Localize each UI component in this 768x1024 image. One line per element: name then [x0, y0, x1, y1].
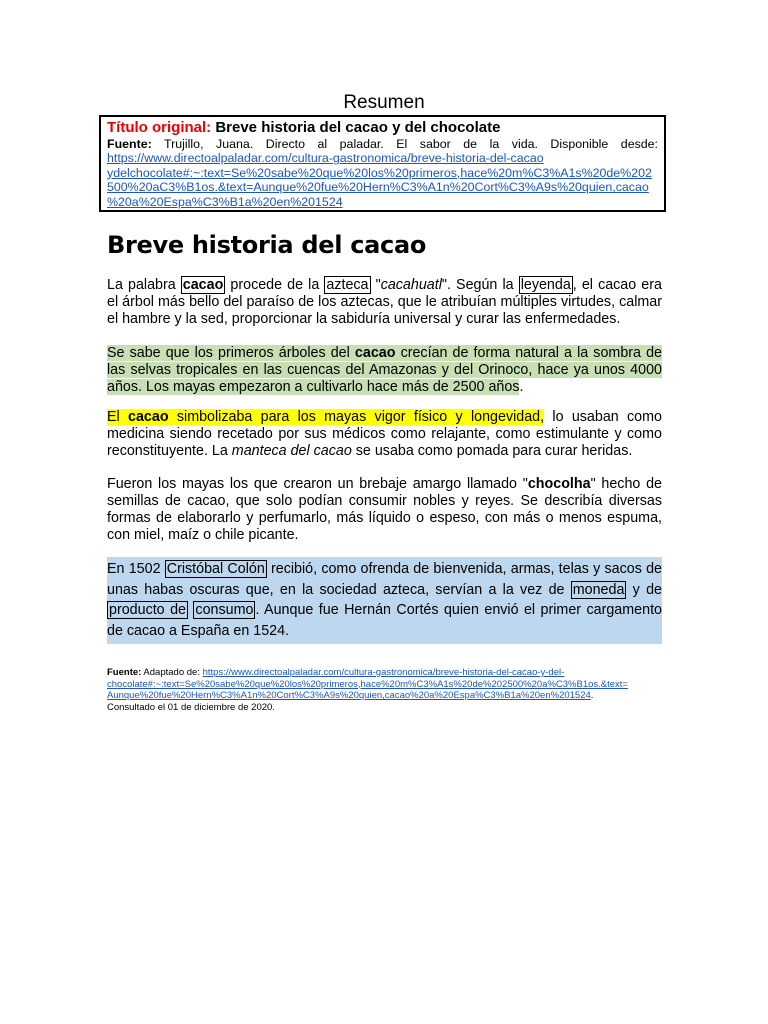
keyword-producto-de: producto de [109, 602, 186, 618]
term-cacahuatl: cacahuatl [380, 277, 442, 293]
paragraph-3 [107, 409, 662, 460]
p1-text-5: , el cacao era el árbol más bello del paraíso de los aztecas, que le atribuían múltiples virtudes, calmar el hambre y la sed, proporcionar la sabiduría universal y curar las enfermedades. [107, 277, 662, 327]
keyword-moneda: moneda [572, 581, 625, 598]
source-citation [107, 137, 658, 151]
footer-link-line-2[interactable]: chocolate#:~:text=Se%20sabe%20que%20los%20primeros,hace%20m%C3%A1s%20de%202500%20a%C3%B1os.&text= [107, 678, 628, 690]
footer-link-line-3[interactable]: Aunque%20fue%20Hern%C3%A1n%20Cort%C3%A9s%20quien,cacao%20a%20Espa%C3%B1a%20en%201524 [107, 690, 591, 701]
footer-link-line-1[interactable]: https://www.directoalpaladar.com/cultura-gastronomica/breve-historia-del-cacao-y-del- [202, 667, 565, 678]
p4-text-1: Fueron los mayas los que crearon un brebaje amargo llamado " [107, 476, 528, 492]
p1-text-3: " [370, 277, 381, 293]
p5-text-2: recibió, como ofrenda de bienvenida, armas, telas y sacos de unas habas oscuras que, en la sociedad azteca, servían a la vez de [107, 561, 662, 598]
p3-text-1: lo usaban como medicina siendo recetado por sus médicos como relajante, como estimulante y como reconstituyente. La [107, 409, 662, 459]
source-box [99, 115, 666, 212]
p5-text-3: y de [626, 581, 663, 598]
keyword-azteca: azteca [326, 277, 369, 293]
keyword-cacao: cacao [182, 277, 224, 293]
source-link-line-3[interactable]: 500%20aC3%B1os.&text=Aunque%20fue%20Hern%C3%A1n%20Cort%C3%A9s%20quien,cacao [107, 180, 649, 195]
original-title-label: Título original: [107, 119, 212, 136]
source-link-line-4[interactable]: %20a%20Espa%C3%B1a%20en%201524 [107, 194, 343, 209]
footer-url-end: . [590, 690, 594, 701]
p1-text-1: La palabra [107, 277, 181, 293]
original-title-text: Breve historia del cacao y del chocolate [215, 119, 501, 136]
paragraph-2 [107, 345, 662, 396]
p2-highlight-2: crecían de forma natural a la sombra de las selvas tropicales en las cuencas del Amazonas y del Orinoco, hace ya unos 4000 años. Los mayas empezaron a cultivarlo hace más de 2500 años [107, 345, 662, 395]
footer-source-label: Fuente: [107, 667, 142, 678]
source-link-line-1[interactable]: https://www.directoalpaladar.com/cultura-gastronomica/breve-historia-del-cacao [107, 151, 544, 166]
term-manteca-del-cacao: manteca del cacao [231, 443, 352, 459]
paragraph-4 [107, 476, 662, 544]
p5-text-5: . Aunque fue Hernán Cortés quien envió el primer cargamento de cacao a España en 1524. [107, 602, 662, 639]
keyword-leyenda: leyenda [520, 277, 571, 293]
source-label: Fuente: [107, 137, 152, 151]
footer-first-line [107, 667, 667, 679]
p3-highlight-1: El [107, 409, 129, 425]
p2-text-end: . [519, 379, 524, 395]
p1-text-2: procede de la [225, 277, 325, 293]
original-title-row [107, 119, 658, 137]
term-chocolha: chocolha [527, 476, 591, 492]
keyword-cristobal-colon: Cristóbal Colón [166, 561, 265, 577]
source-citation-text: Trujillo, Juana. Directo al paladar. El sabor de la vida. Disponible desde: [164, 137, 659, 151]
source-link-line-2[interactable]: ydelchocolate#:~:text=Se%20sabe%20que%20los%20primeros,hace%20m%C3%A1s%20de%202 [107, 165, 652, 180]
footer-third-line [107, 690, 667, 702]
footer-consulted-date: Consultado el 01 de diciembre de 2020. [107, 701, 275, 713]
footer-adaptado: Adaptado de: [141, 667, 203, 678]
paragraph-5 [107, 557, 662, 644]
p5-text-1: En 1502 [107, 561, 165, 577]
p3-highlight-2: simbolizaba para los mayas vigor físico y longevidad, [168, 409, 545, 425]
keyword-cacao-2: cacao [354, 345, 396, 361]
keyword-cacao-3: cacao [128, 409, 169, 425]
paragraph-1 [107, 277, 662, 328]
footer-citation [107, 667, 667, 713]
article-heading: Breve historia del cacao [107, 231, 427, 259]
page-title: Resumen [343, 92, 425, 113]
p3-text-2: se usaba como pomada para curar heridas. [351, 443, 633, 459]
p1-text-4: ". Según la [441, 277, 519, 293]
keyword-consumo: consumo [195, 602, 254, 618]
p4-text-2: " hecho de semillas de cacao, que solo podían consumir nobles y reyes. Se describía diversas formas de elaborarlo y perfumarlo, más líquido o espeso, con más o menos espuma, con miel, maíz o chile picante. [107, 476, 662, 543]
p2-highlight-1: Se sabe que los primeros árboles del [107, 345, 355, 361]
